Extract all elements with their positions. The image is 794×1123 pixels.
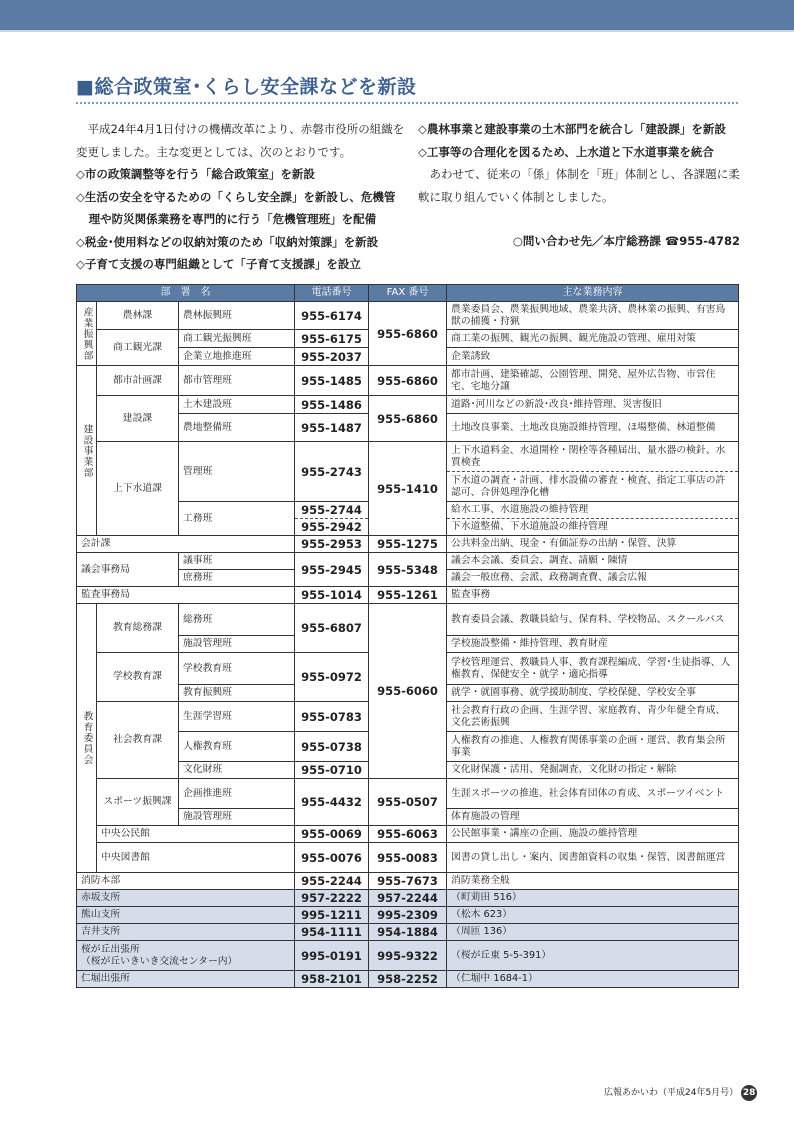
table-row — [77, 396, 739, 414]
change-item: ◇税金･使用料などの収納対策のため「収納対策課」を新設 — [76, 234, 379, 249]
contact-info: ○問い合わせ先／本庁総務課 ☎955-4782 — [512, 234, 740, 248]
section-cell: 議事班 — [179, 553, 295, 570]
fax-cell: 955-1410 — [369, 442, 447, 536]
fax-cell: 955-1261 — [369, 587, 447, 604]
section-cell: 商工観光振興班 — [179, 330, 295, 348]
division-cell: 商工観光課 — [97, 330, 179, 366]
fax-cell: 955-0507 — [369, 779, 447, 826]
fax-cell: 955-6860 — [369, 302, 447, 366]
work-cell: 給水工事、水道施設の維持管理 — [447, 502, 739, 519]
tel-cell: 958-2101 — [295, 971, 369, 988]
branch-cell: 仁堀出張所 — [77, 971, 295, 988]
table-row — [77, 587, 739, 604]
fax-cell: 955-6060 — [369, 604, 447, 779]
tel-cell: 955-0972 — [295, 653, 369, 702]
intro-paragraph: 平成24年4月1日付けの機構改革により、赤磐市役所の組織を変更しました。主な変更としては、次のとおりです。 — [76, 122, 405, 159]
bureau-cell: 教育委員会 — [77, 604, 97, 873]
section-cell: 教育振興班 — [179, 685, 295, 702]
table-row — [77, 553, 739, 570]
section-cell: 施設管理班 — [179, 809, 295, 826]
change-item-cont: 理や防災関係業務を専門的に行う「危機管理班」を配備 — [88, 212, 377, 226]
table-row — [77, 971, 739, 988]
tel-cell: 955-2744 — [295, 502, 369, 519]
change-item: ◇農林事業と建設事業の土木部門を統合し「建設課」を新設 — [418, 122, 726, 136]
tel-cell: 955-2743 — [295, 442, 369, 502]
tel-cell: 955-0783 — [295, 702, 369, 732]
table-row — [77, 536, 739, 553]
tel-cell: 995-0191 — [295, 941, 369, 971]
work-cell: 公共料金出納、現金・有価証券の出納・保管、決算 — [447, 536, 739, 553]
intro-right-column — [418, 118, 740, 253]
address-cell: （周匝 136） — [447, 924, 739, 941]
tel-cell: 955-0738 — [295, 732, 369, 762]
section-cell: 農林振興班 — [179, 302, 295, 330]
tel-cell: 955-1487 — [295, 414, 369, 442]
tel-cell: 955-6174 — [295, 302, 369, 330]
tel-cell: 955-1485 — [295, 366, 369, 396]
division-cell: 上下水道課 — [97, 442, 179, 536]
address-cell: （桜が丘東 5-5-391） — [447, 941, 739, 971]
tel-cell: 955-4432 — [295, 779, 369, 826]
work-cell: 公民館事業・講座の企画、施設の維持管理 — [447, 826, 739, 843]
work-cell: 企業誘致 — [447, 348, 739, 366]
fax-cell: 955-6063 — [369, 826, 447, 843]
table-row — [77, 843, 739, 873]
tel-cell: 955-2037 — [295, 348, 369, 366]
division-cell: 消防本部 — [77, 873, 295, 890]
division-cell: 建設課 — [97, 396, 179, 442]
branch-cell: 赤坂支所 — [77, 890, 295, 907]
address-cell: （町苅田 516） — [447, 890, 739, 907]
table-row — [77, 302, 739, 330]
work-cell: 消防業務全般 — [447, 873, 739, 890]
col-header-fax: FAX 番号 — [369, 285, 447, 302]
col-header-dept: 部 署 名 — [77, 285, 295, 302]
work-cell: 都市計画、建築確認、公園管理、開発、屋外広告物、市営住宅、宅地分譲 — [447, 366, 739, 396]
tel-cell: 955-0076 — [295, 843, 369, 873]
tel-cell: 955-6807 — [295, 604, 369, 653]
change-item: ◇生活の安全を守るための「くらし安全課」を新設し、危機管 — [76, 189, 396, 204]
header-band — [0, 0, 794, 30]
tel-cell: 955-6175 — [295, 330, 369, 348]
tel-cell: 954-1111 — [295, 924, 369, 941]
intro-left-column — [76, 118, 406, 276]
table-row — [77, 604, 739, 636]
work-cell: 人権教育の推進、人権教育関係事業の企画・運営、教育集会所事業 — [447, 732, 739, 762]
branch-cell: 桜が丘出張所 （桜が丘いきいき交流センター内） — [77, 941, 295, 971]
tel-cell: 957-2222 — [295, 890, 369, 907]
work-cell: 道路･河川などの新設･改良･維持管理、災害復旧 — [447, 396, 739, 414]
fax-cell: 955-6860 — [369, 366, 447, 396]
tel-cell: 955-0710 — [295, 762, 369, 779]
work-cell: 上下水道料金、水道開栓・閉栓等各種届出、量水器の検針、水質検査 — [447, 442, 739, 472]
address-cell: （松木 623） — [447, 907, 739, 924]
table-header-row — [77, 285, 739, 302]
fax-cell: 958-2252 — [369, 971, 447, 988]
table-row — [77, 779, 739, 809]
work-cell: 文化財保護・活用、発掘調査、文化財の指定・解除 — [447, 762, 739, 779]
publication-name: 広報あかいわ（平成24年5月号） — [604, 1088, 739, 1098]
work-cell: 農業委員会、農業振興地域、農業共済、農林業の振興、有害鳥獣の捕獲・狩猟 — [447, 302, 739, 330]
branch-cell: 吉井支所 — [77, 924, 295, 941]
division-cell: 教育総務課 — [97, 604, 179, 653]
work-cell: 教育委員会議、教職員給与、保育料、学校物品、スクールバス — [447, 604, 739, 636]
work-cell: 監査事務 — [447, 587, 739, 604]
work-cell: 下水道の調査・計画、排水設備の審査・検査、指定工事店の許認可、合併処理浄化槽 — [447, 472, 739, 502]
tel-cell: 955-1486 — [295, 396, 369, 414]
table-row — [77, 890, 739, 907]
tel-cell: 955-2953 — [295, 536, 369, 553]
work-cell: 商工業の振興、観光の振興、観光施設の管理、雇用対策 — [447, 330, 739, 348]
section-cell: 学校教育班 — [179, 653, 295, 685]
fax-cell: 995-2309 — [369, 907, 447, 924]
fax-cell: 955-5348 — [369, 553, 447, 587]
fax-cell: 955-0083 — [369, 843, 447, 873]
change-item: ◇市の政策調整等を行う「総合政策室」を新設 — [76, 167, 315, 181]
footer — [604, 1085, 757, 1101]
header-band-line — [0, 30, 794, 32]
fax-cell: 957-2244 — [369, 890, 447, 907]
division-cell: 学校教育課 — [97, 653, 179, 702]
department-table — [76, 284, 739, 988]
division-cell: 監査事務局 — [77, 587, 295, 604]
division-cell: 都市計画課 — [97, 366, 179, 396]
tel-cell: 955-1014 — [295, 587, 369, 604]
work-cell: 体育施設の管理 — [447, 809, 739, 826]
col-header-work: 主な業務内容 — [447, 285, 739, 302]
work-cell: 図書の貸し出し・案内、図書館資料の収集・保管、図書館運営 — [447, 843, 739, 873]
section-cell: 都市管理班 — [179, 366, 295, 396]
section-cell: 文化財班 — [179, 762, 295, 779]
division-cell: 会計課 — [77, 536, 295, 553]
work-cell: 就学・就園事務、就学援助制度、学校保健、学校安全事 — [447, 685, 739, 702]
bureau-cell: 産業振興部 — [77, 302, 97, 366]
tel-cell: 955-2244 — [295, 873, 369, 890]
section-cell: 農地整備班 — [179, 414, 295, 442]
division-cell: 中央公民館 — [97, 826, 295, 843]
section-cell: 施設管理班 — [179, 636, 295, 653]
tel-cell: 955-0069 — [295, 826, 369, 843]
work-cell: 議会本会議、委員会、調査、請願・陳情 — [447, 553, 739, 570]
change-item: ◇工事等の合理化を図るため、上水道と下水道事業を統合 — [418, 144, 714, 159]
tel-cell: 955-2945 — [295, 553, 369, 587]
fax-cell: 955-6860 — [369, 396, 447, 442]
section-cell: 企業立地推進班 — [179, 348, 295, 366]
section-cell: 企画推進班 — [179, 779, 295, 809]
section-cell: 人権教育班 — [179, 732, 295, 762]
work-cell: 議会一般庶務、会派、政務調査費、議会広報 — [447, 570, 739, 587]
table-row — [77, 442, 739, 472]
fax-cell: 954-1884 — [369, 924, 447, 941]
intro-paragraph: あわせて、従来の「係」体制を「班」体制とし、各課題に柔軟に取り組んでいく体制としました。 — [418, 167, 740, 204]
fax-cell: 955-1275 — [369, 536, 447, 553]
work-cell: 生涯スポーツの推進、社会体育団体の育成、スポーツイベント — [447, 779, 739, 809]
section-cell: 総務班 — [179, 604, 295, 636]
change-item: ◇子育て支援の専門組織として「子育て支援課」を設立 — [76, 257, 361, 271]
division-cell: スポーツ振興課 — [97, 779, 179, 826]
table-row — [77, 366, 739, 396]
section-cell: 管理班 — [179, 442, 295, 502]
fax-cell: 995-9322 — [369, 941, 447, 971]
division-cell: 農林課 — [97, 302, 179, 330]
work-cell: 学校管理運営、教職員人事、教育課程編成、学習･生徒指導、人権教育、保健安全・就学・適応指導 — [447, 653, 739, 685]
work-cell: 土地改良事業、土地改良施設維持管理、ほ場整備、林道整備 — [447, 414, 739, 442]
page-title: ■総合政策室･くらし安全課などを新設 — [76, 76, 417, 98]
work-cell: 下水道整備、下水道施設の維持管理 — [447, 519, 739, 536]
section-cell: 工務班 — [179, 502, 295, 536]
work-cell: 学校施設整備・維持管理、教育財産 — [447, 636, 739, 653]
branch-cell: 熊山支所 — [77, 907, 295, 924]
table-row — [77, 873, 739, 890]
tel-cell: 995-1211 — [295, 907, 369, 924]
division-cell: 社会教育課 — [97, 702, 179, 779]
bureau-cell: 建設事業部 — [77, 366, 97, 536]
division-cell: 中央図書館 — [97, 843, 295, 873]
section-cell: 庶務班 — [179, 570, 295, 587]
table-row — [77, 907, 739, 924]
section-cell: 土木建設班 — [179, 396, 295, 414]
table-row — [77, 826, 739, 843]
page-number: 28 — [741, 1085, 757, 1101]
division-cell: 議会事務局 — [77, 553, 179, 587]
work-cell: 社会教育行政の企画、生涯学習、家庭教育、青少年健全育成、文化芸術振興 — [447, 702, 739, 732]
table-row — [77, 941, 739, 971]
address-cell: （仁堀中 1684-1） — [447, 971, 739, 988]
fax-cell: 955-7673 — [369, 873, 447, 890]
col-header-tel: 電話番号 — [295, 285, 369, 302]
tel-cell: 955-2942 — [295, 519, 369, 536]
dotted-divider — [76, 102, 738, 104]
table-row — [77, 924, 739, 941]
section-cell: 生涯学習班 — [179, 702, 295, 732]
